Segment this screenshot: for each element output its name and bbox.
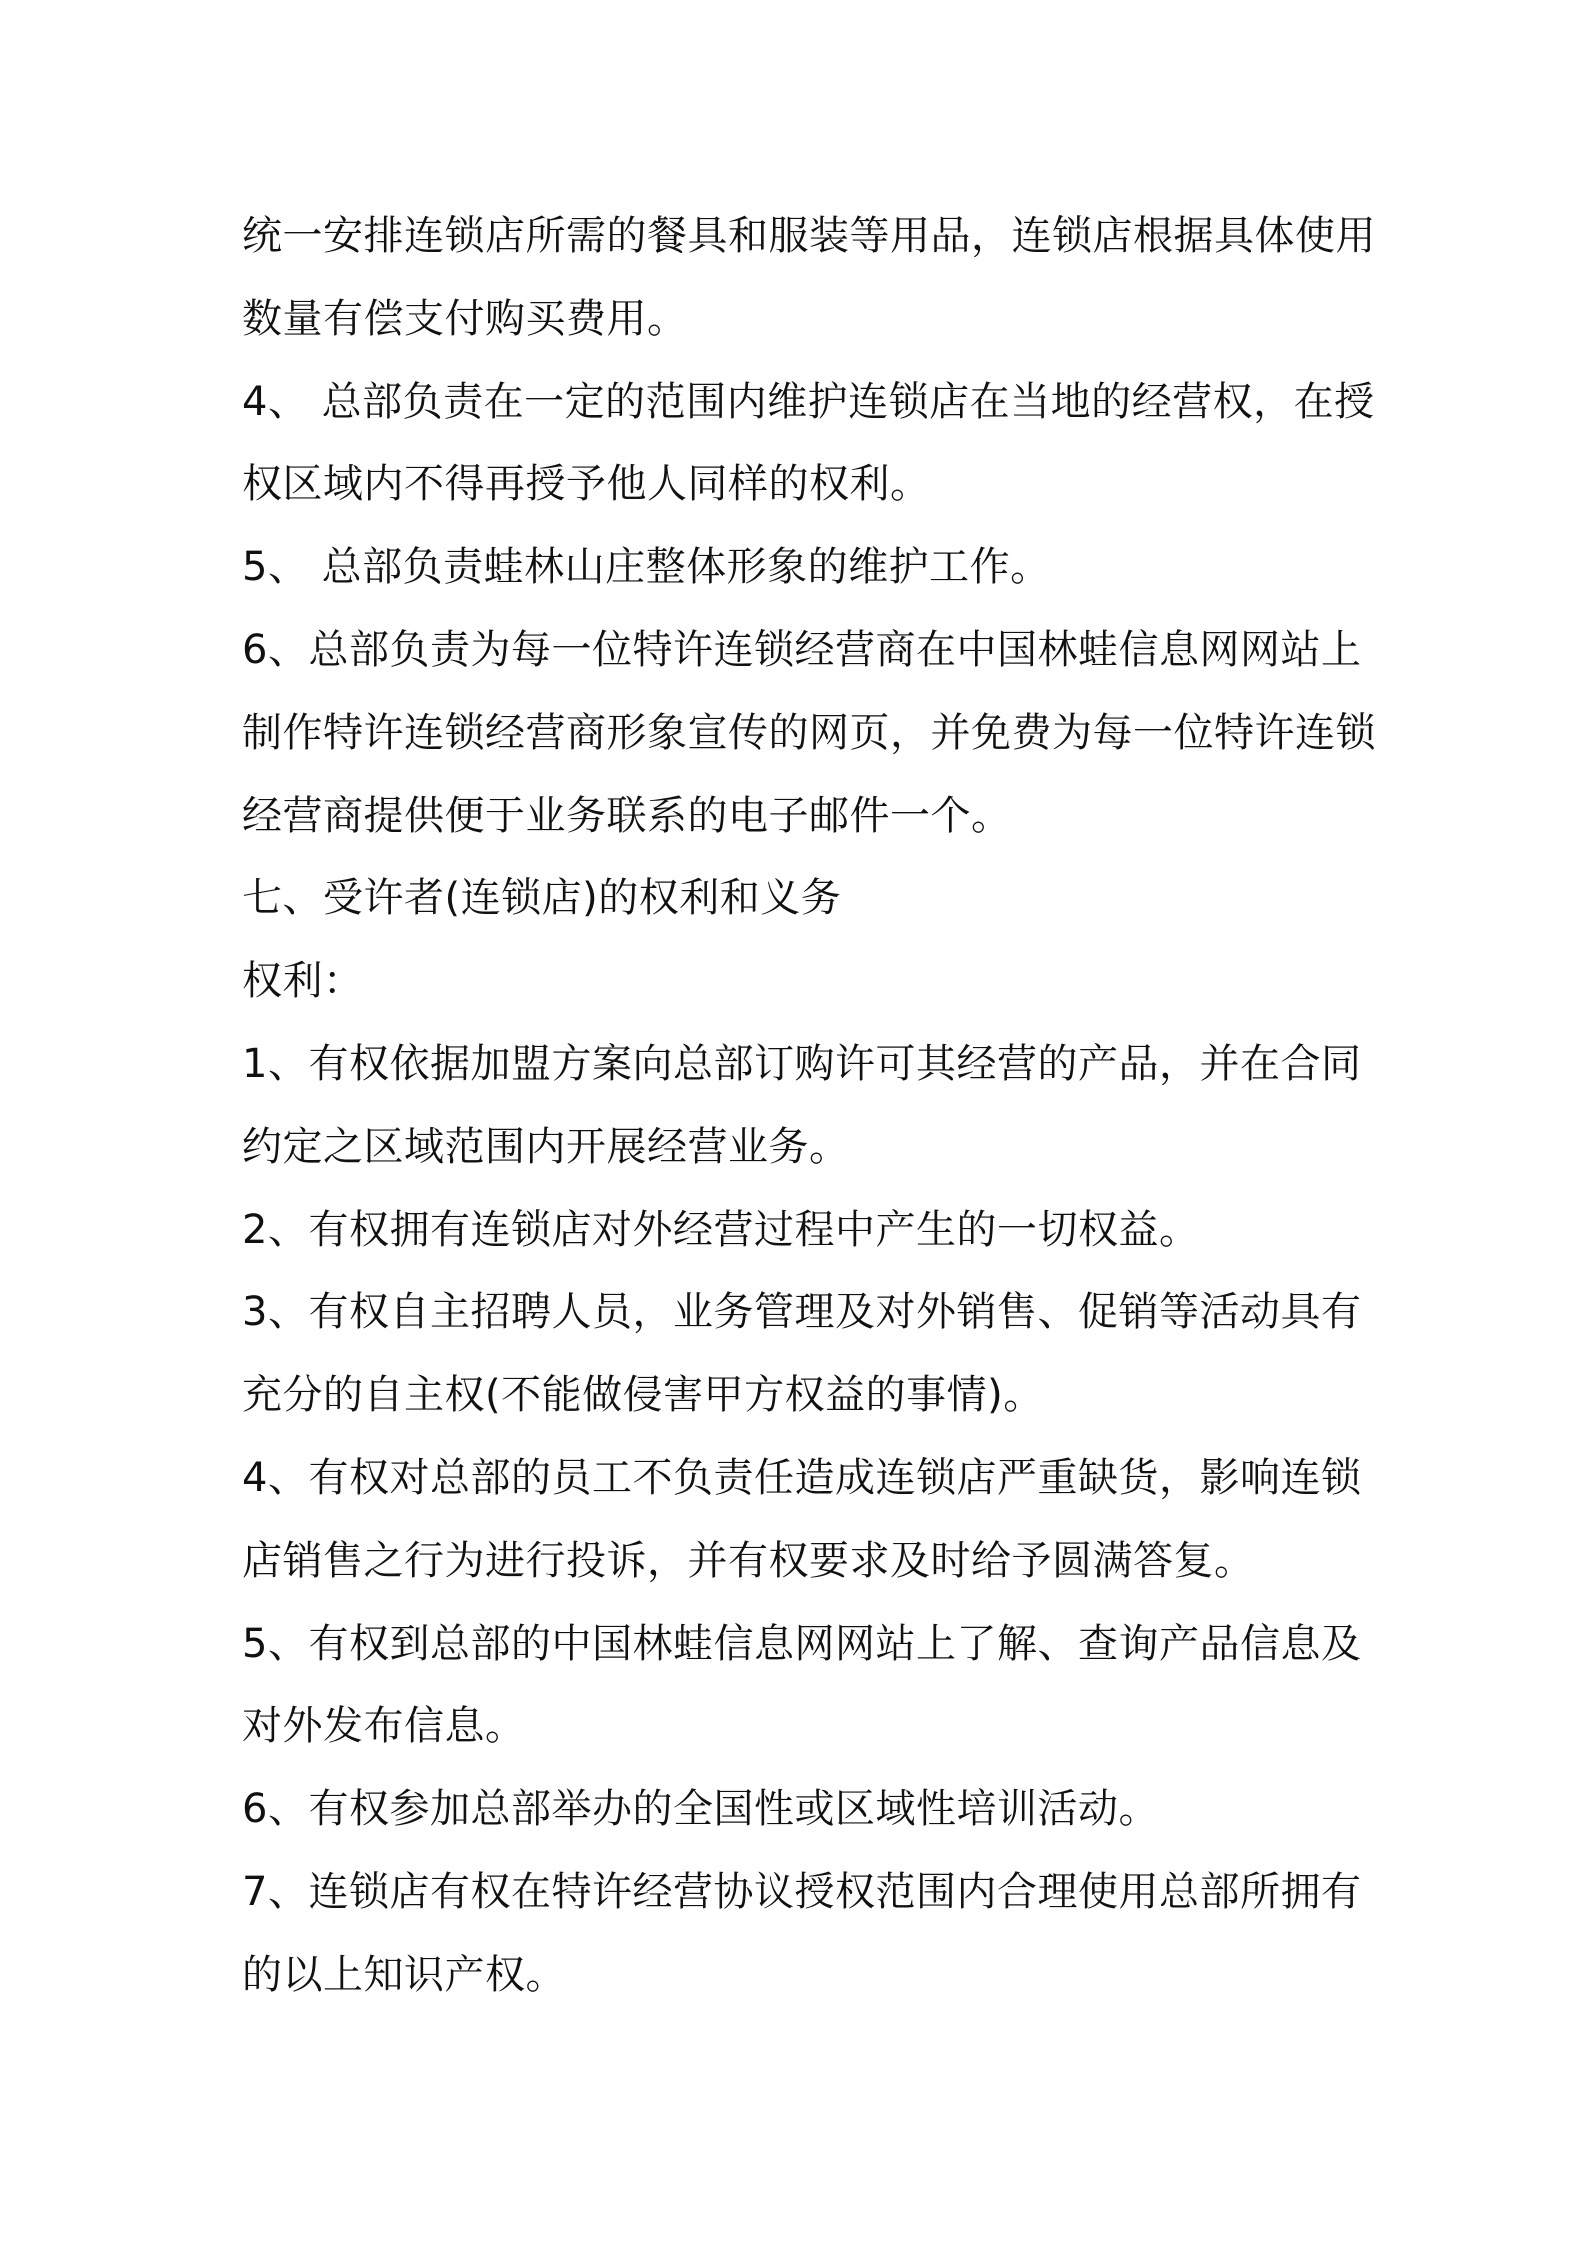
text-line: 权区域内不得再授予他人同样的权利。: [242, 461, 931, 508]
text-line: 6、有权参加总部举办的全国性或区域性培训活动。: [242, 1786, 1159, 1833]
text-line: 6、总部负责为每一位特许连锁经营商在中国林蛙信息网网站上: [242, 626, 1362, 673]
text-line: 对外发布信息。: [242, 1703, 526, 1750]
text-line: 7、连锁店有权在特许经营协议授权范围内合理使用总部所拥有: [242, 1868, 1362, 1915]
document-body: [242, 195, 1376, 2017]
text-line: 1、有权依据加盟方案向总部订购许可其经营的产品，并在合同: [242, 1040, 1362, 1087]
text-line: 店销售之行为进行投诉，并有权要求及时给予圆满答复。: [242, 1537, 1255, 1584]
text-line: 5、 总部负责蛙林山庄整体形象的维护工作。: [242, 544, 1051, 591]
text-line: 的以上知识产权。: [242, 1951, 566, 1998]
text-line: 充分的自主权(不能做侵害甲方权益的事情)。: [242, 1372, 1044, 1419]
text-line: 经营商提供便于业务联系的电子邮件一个。: [242, 792, 1012, 839]
text-line: 5、有权到总部的中国林蛙信息网网站上了解、查询产品信息及: [242, 1620, 1362, 1667]
text-line: 数量有偿支付购买费用。: [242, 295, 688, 342]
text-line: 2、有权拥有连锁店对外经营过程中产生的一切权益。: [242, 1206, 1200, 1253]
text-line: 约定之区域范围内开展经营业务。: [242, 1123, 850, 1170]
text-line: 4、有权对总部的员工不负责任造成连锁店严重缺货，影响连锁: [242, 1454, 1362, 1501]
text-line: 3、有权自主招聘人员，业务管理及对外销售、促销等活动具有: [242, 1289, 1362, 1336]
text-line: 统一安排连锁店所需的餐具和服装等用品，连锁店根据具体使用: [242, 213, 1376, 259]
section-heading: 七、受许者(连锁店)的权利和义务: [242, 875, 842, 922]
subsection-heading: 权利：: [242, 958, 364, 1005]
text-line: 4、 总部负责在一定的范围内维护连锁店在当地的经营权，在授: [242, 378, 1375, 425]
text-line: 制作特许连锁经营商形象宣传的网页，并免费为每一位特许连锁: [242, 709, 1376, 756]
